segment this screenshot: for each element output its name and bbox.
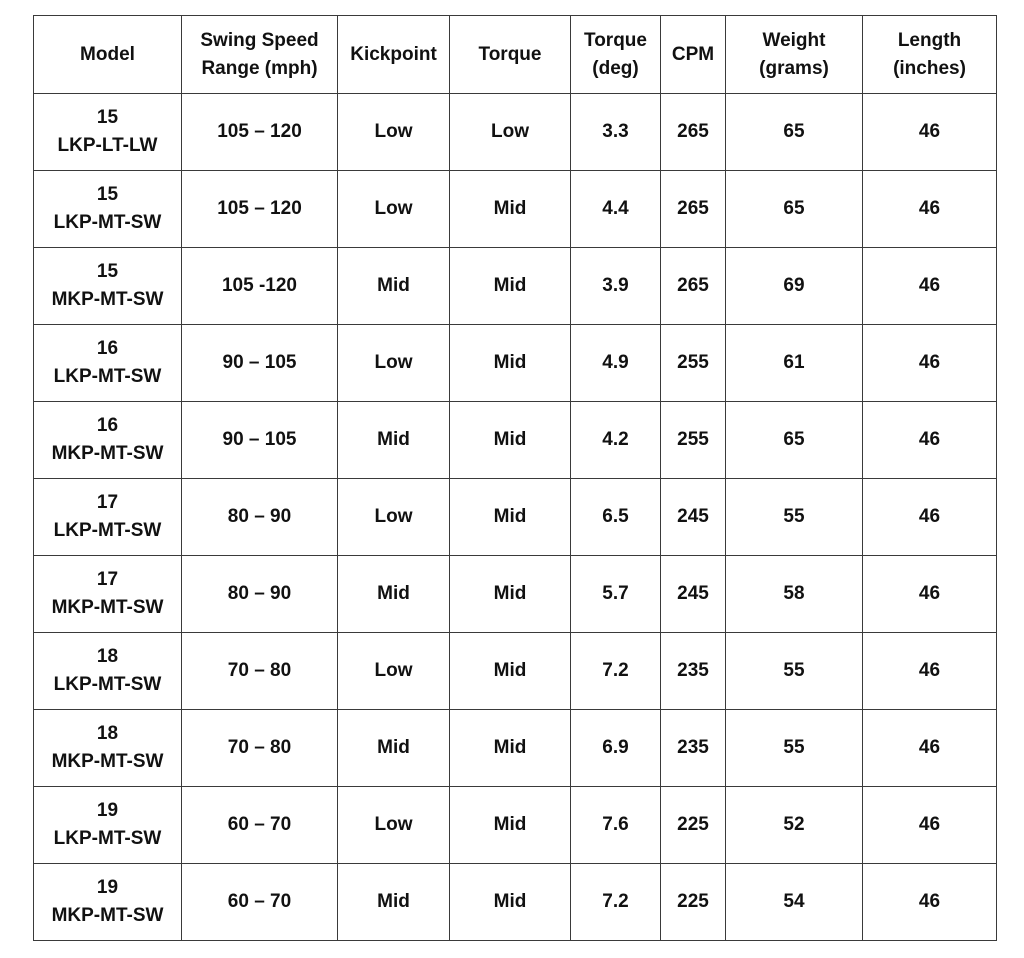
weight-cell: 65	[726, 94, 863, 171]
torque-deg-cell: 4.4	[571, 171, 661, 248]
header-label: CPM	[671, 43, 715, 65]
torque-cell: Mid	[450, 325, 571, 402]
torque-cell: Mid	[450, 479, 571, 556]
torque-cell: Mid	[450, 248, 571, 325]
model-code: MKP-MT-SW	[51, 597, 164, 618]
kickpoint-cell: Low	[338, 94, 450, 171]
torque-deg-cell: 3.3	[571, 94, 661, 171]
length-cell: 46	[863, 633, 997, 710]
torque-cell: Mid	[450, 710, 571, 787]
model-code: LKP-MT-SW	[53, 520, 162, 541]
length-cell: 46	[863, 402, 997, 479]
swing-speed-cell: 90 – 105	[182, 325, 338, 402]
table-row	[34, 479, 997, 556]
model-code: LKP-MT-SW	[53, 366, 162, 387]
model-number: 17	[96, 492, 119, 513]
torque-deg-cell: 7.2	[571, 633, 661, 710]
header-kickpoint	[338, 16, 450, 94]
model-number: 15	[96, 261, 119, 282]
model-cell	[34, 248, 182, 325]
model-cell	[34, 864, 182, 941]
torque-cell: Mid	[450, 171, 571, 248]
swing-speed-cell: 80 – 90	[182, 479, 338, 556]
table-row	[34, 710, 997, 787]
model-cell	[34, 556, 182, 633]
torque-deg-cell: 5.7	[571, 556, 661, 633]
length-cell: 46	[863, 787, 997, 864]
cpm-cell: 245	[661, 479, 726, 556]
table-row	[34, 787, 997, 864]
length-cell: 46	[863, 325, 997, 402]
model-code: MKP-MT-SW	[51, 905, 164, 926]
torque-deg-cell: 4.9	[571, 325, 661, 402]
length-cell: 46	[863, 556, 997, 633]
kickpoint-cell: Low	[338, 787, 450, 864]
torque-cell: Mid	[450, 556, 571, 633]
length-cell: 46	[863, 710, 997, 787]
cpm-cell: 225	[661, 864, 726, 941]
cpm-cell: 265	[661, 171, 726, 248]
torque-deg-cell: 7.6	[571, 787, 661, 864]
table-row	[34, 864, 997, 941]
table-row	[34, 248, 997, 325]
kickpoint-cell: Mid	[338, 402, 450, 479]
header-weight	[726, 16, 863, 94]
weight-cell: 54	[726, 864, 863, 941]
swing-speed-cell: 70 – 80	[182, 633, 338, 710]
kickpoint-cell: Low	[338, 633, 450, 710]
weight-cell: 55	[726, 633, 863, 710]
torque-cell: Low	[450, 94, 571, 171]
table-row	[34, 402, 997, 479]
torque-cell: Mid	[450, 633, 571, 710]
swing-speed-cell: 60 – 70	[182, 864, 338, 941]
header-label: Model	[80, 43, 135, 65]
cpm-cell: 245	[661, 556, 726, 633]
swing-speed-cell: 105 -120	[182, 248, 338, 325]
cpm-cell: 255	[661, 325, 726, 402]
model-code: LKP-MT-SW	[53, 212, 162, 233]
model-code: MKP-MT-SW	[51, 751, 164, 772]
swing-speed-cell: 105 – 120	[182, 171, 338, 248]
header-label: Length	[897, 29, 962, 51]
kickpoint-cell: Mid	[338, 710, 450, 787]
model-code: LKP-LT-LW	[57, 135, 158, 156]
cpm-cell: 235	[661, 633, 726, 710]
header-length	[863, 16, 997, 94]
table-row	[34, 633, 997, 710]
model-cell	[34, 402, 182, 479]
model-number: 17	[96, 569, 119, 590]
header-label: (inches)	[893, 57, 966, 79]
torque-cell: Mid	[450, 402, 571, 479]
model-number: 15	[96, 184, 119, 205]
header-row	[34, 16, 997, 94]
header-label: (deg)	[592, 57, 639, 79]
torque-cell: Mid	[450, 864, 571, 941]
header-cpm	[661, 16, 726, 94]
model-number: 16	[96, 415, 119, 436]
header-label: (grams)	[759, 57, 829, 79]
weight-cell: 55	[726, 710, 863, 787]
model-cell	[34, 325, 182, 402]
model-cell	[34, 479, 182, 556]
model-number: 19	[96, 800, 119, 821]
model-number: 15	[96, 107, 119, 128]
torque-deg-cell: 4.2	[571, 402, 661, 479]
model-cell	[34, 171, 182, 248]
model-code: LKP-MT-SW	[53, 674, 162, 695]
header-label: Torque	[478, 43, 542, 65]
cpm-cell: 265	[661, 94, 726, 171]
weight-cell: 69	[726, 248, 863, 325]
weight-cell: 58	[726, 556, 863, 633]
header-label: Torque	[584, 29, 647, 51]
model-cell	[34, 94, 182, 171]
length-cell: 46	[863, 94, 997, 171]
weight-cell: 61	[726, 325, 863, 402]
header-label: Kickpoint	[350, 43, 437, 65]
weight-cell: 65	[726, 402, 863, 479]
swing-speed-cell: 60 – 70	[182, 787, 338, 864]
table-body	[34, 94, 997, 941]
torque-deg-cell: 7.2	[571, 864, 661, 941]
kickpoint-cell: Mid	[338, 248, 450, 325]
torque-deg-cell: 3.9	[571, 248, 661, 325]
model-code: LKP-MT-SW	[53, 828, 162, 849]
header-label: Swing Speed	[200, 29, 319, 51]
swing-speed-cell: 90 – 105	[182, 402, 338, 479]
weight-cell: 65	[726, 171, 863, 248]
kickpoint-cell: Low	[338, 479, 450, 556]
header-swing-speed	[182, 16, 338, 94]
table-row	[34, 94, 997, 171]
kickpoint-cell: Mid	[338, 864, 450, 941]
header-model	[34, 16, 182, 94]
length-cell: 46	[863, 248, 997, 325]
model-number: 18	[96, 723, 119, 744]
kickpoint-cell: Low	[338, 171, 450, 248]
swing-speed-cell: 80 – 90	[182, 556, 338, 633]
header-label: Weight	[762, 29, 826, 51]
kickpoint-cell: Low	[338, 325, 450, 402]
length-cell: 46	[863, 479, 997, 556]
length-cell: 46	[863, 864, 997, 941]
table-row	[34, 171, 997, 248]
table-row	[34, 325, 997, 402]
model-cell	[34, 710, 182, 787]
model-cell	[34, 633, 182, 710]
weight-cell: 55	[726, 479, 863, 556]
cpm-cell: 235	[661, 710, 726, 787]
model-number: 18	[96, 646, 119, 667]
cpm-cell: 265	[661, 248, 726, 325]
model-number: 16	[96, 338, 119, 359]
header-label: Range (mph)	[201, 57, 318, 79]
kickpoint-cell: Mid	[338, 556, 450, 633]
header-torque-deg	[571, 16, 661, 94]
model-cell	[34, 787, 182, 864]
shaft-spec-table	[33, 15, 997, 941]
model-code: MKP-MT-SW	[51, 289, 164, 310]
torque-deg-cell: 6.9	[571, 710, 661, 787]
table-row	[34, 556, 997, 633]
torque-deg-cell: 6.5	[571, 479, 661, 556]
header-torque	[450, 16, 571, 94]
model-number: 19	[96, 877, 119, 898]
weight-cell: 52	[726, 787, 863, 864]
torque-cell: Mid	[450, 787, 571, 864]
swing-speed-cell: 70 – 80	[182, 710, 338, 787]
length-cell: 46	[863, 171, 997, 248]
swing-speed-cell: 105 – 120	[182, 94, 338, 171]
cpm-cell: 255	[661, 402, 726, 479]
model-code: MKP-MT-SW	[51, 443, 164, 464]
cpm-cell: 225	[661, 787, 726, 864]
